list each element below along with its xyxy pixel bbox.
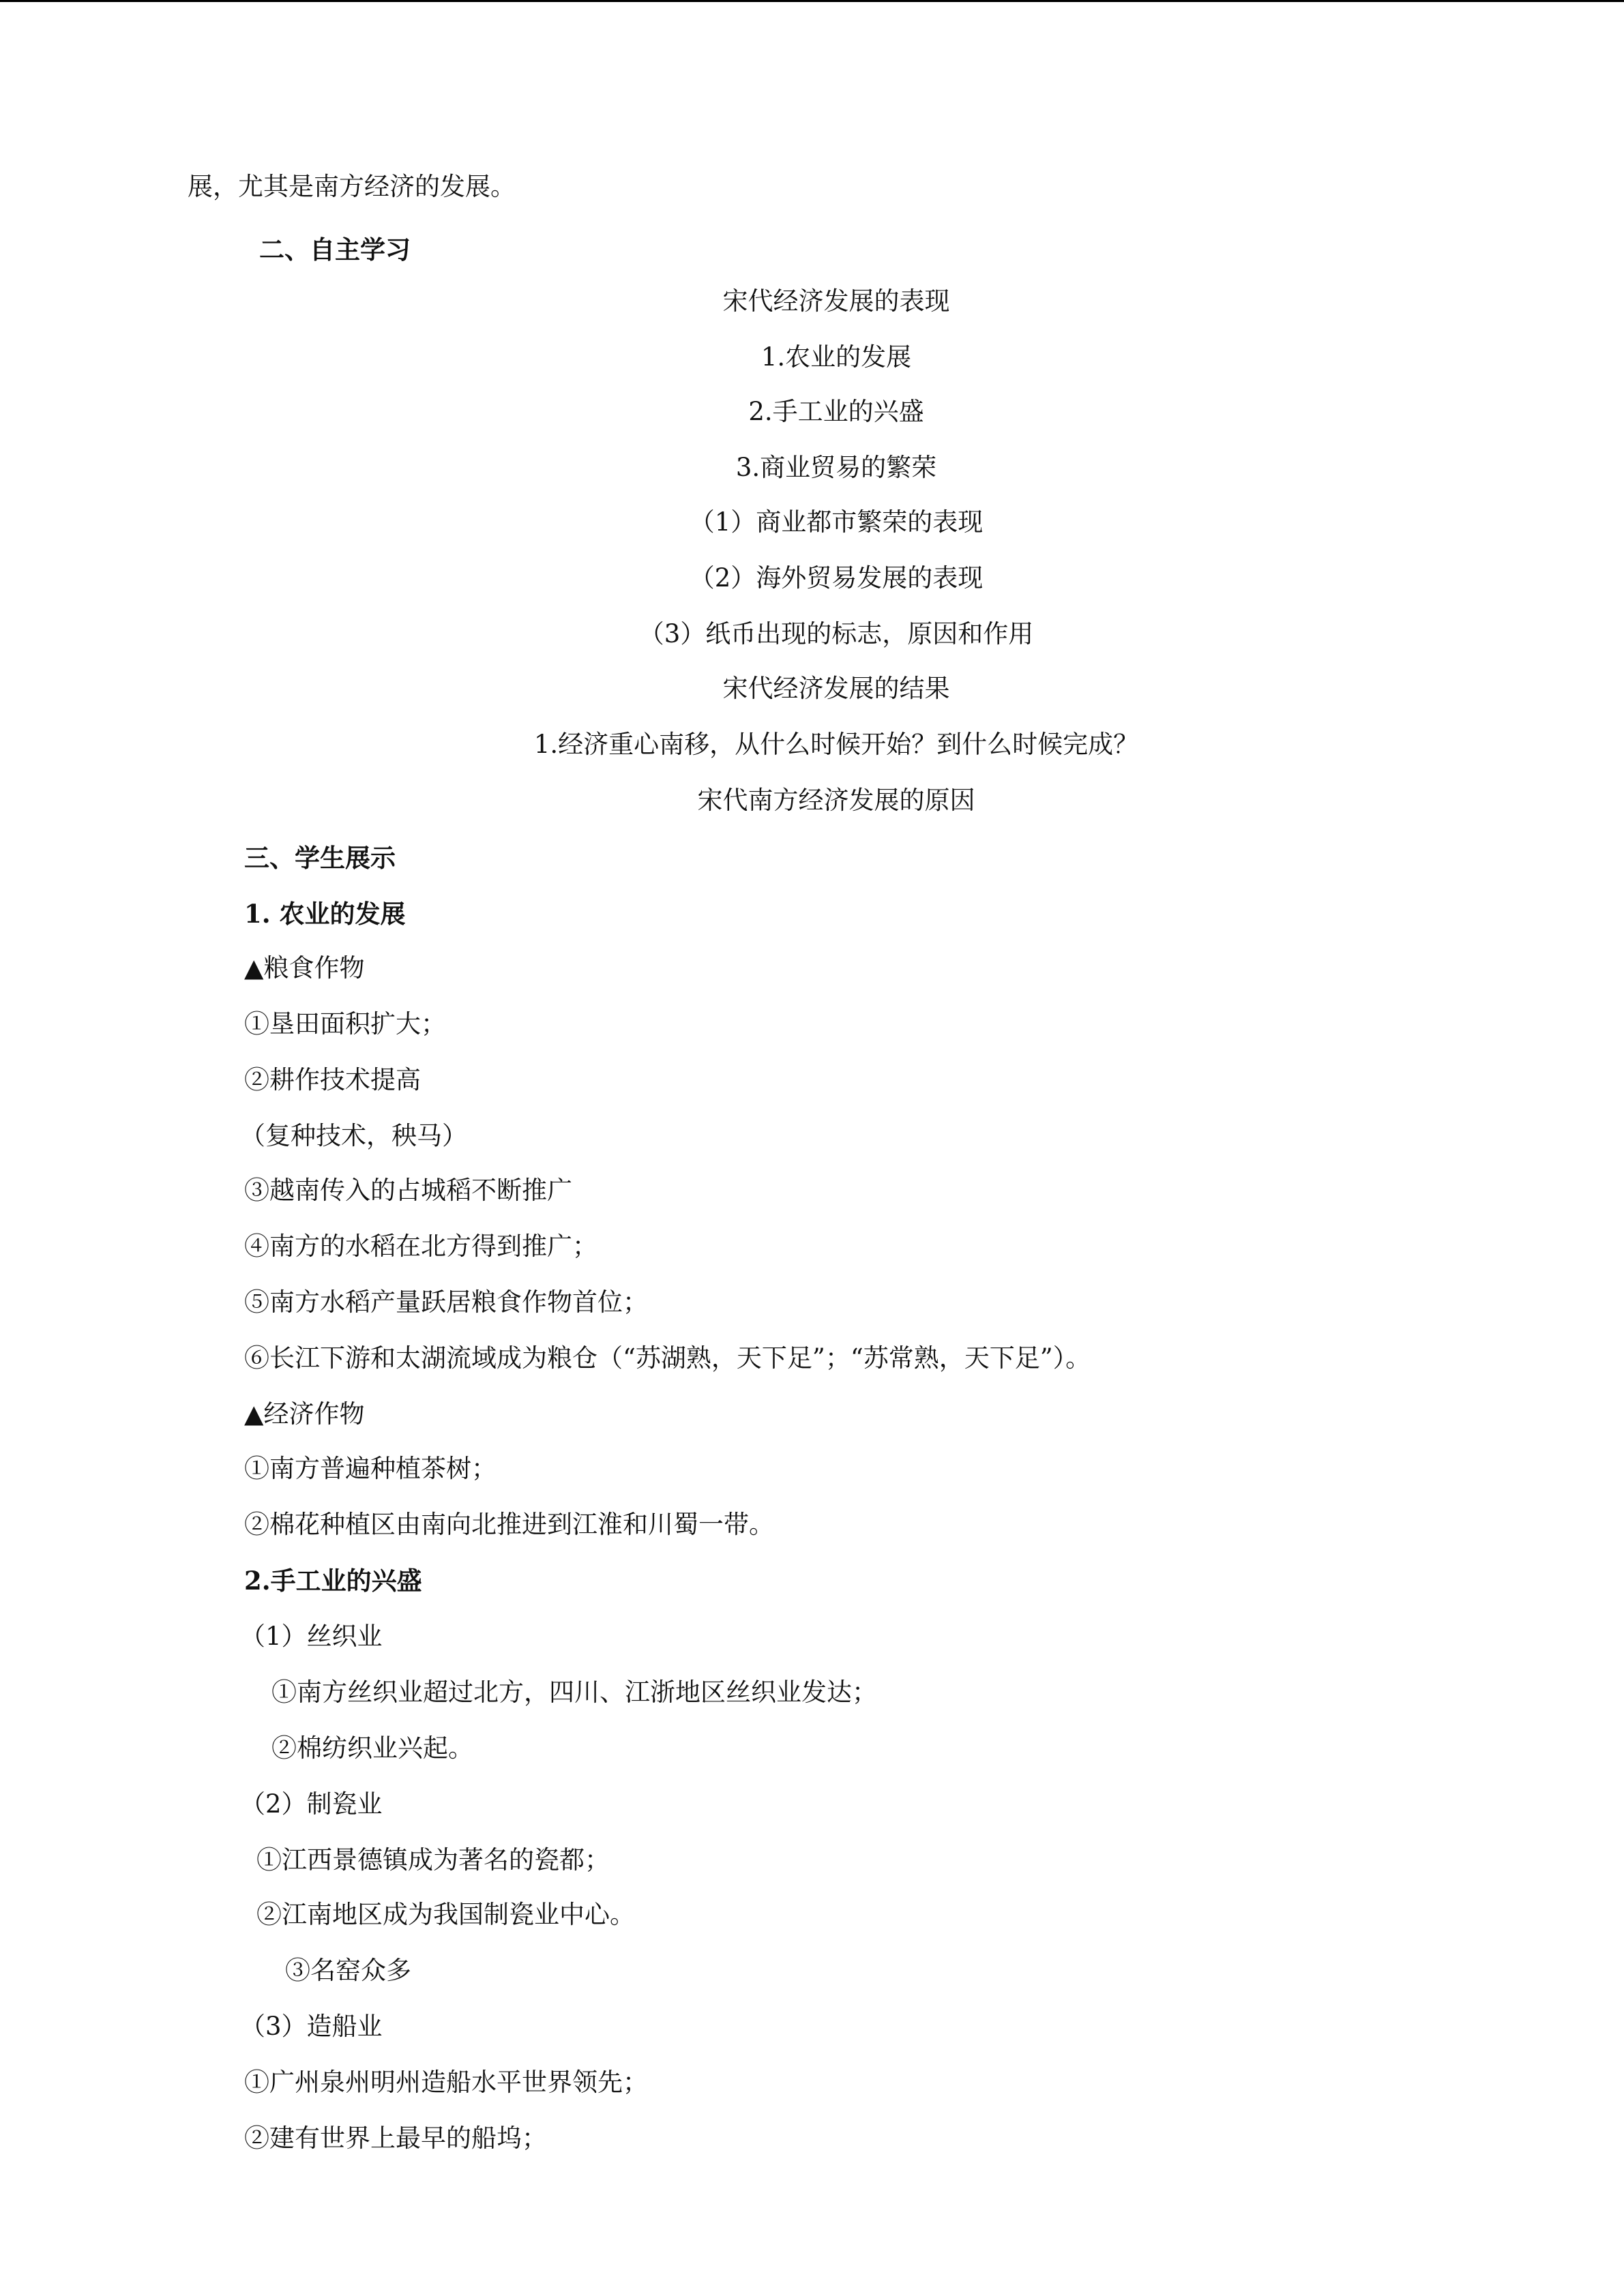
list-item: ④南方的水稻在北方得到推广；: [244, 1232, 597, 1261]
list-item: （3）造船业: [240, 2012, 383, 2041]
outline-item: （3）纸币出现的标志，原因和作用: [638, 619, 1034, 648]
section-heading-self-study: 二、自主学习: [259, 235, 411, 265]
list-item: ①江西景德镇成为著名的瓷都；: [256, 1845, 610, 1875]
outline-heading: 宋代经济发展的表现: [722, 286, 950, 316]
outline-item: 2.手工业的兴盛: [748, 397, 924, 426]
list-item: ②棉纺织业兴起。: [271, 1733, 473, 1763]
outline-item: 1.经济重心南移，从什么时候开始？到什么时候完成？: [533, 730, 1139, 759]
page-top-border: [0, 0, 1624, 2]
list-item: ⑤南方水稻产量跃居粮食作物首位；: [244, 1287, 648, 1317]
outline-item: （2）海外贸易发展的表现: [689, 563, 984, 593]
outline-item: 1.农业的发展: [761, 342, 912, 372]
list-item: ①南方丝织业超过北方，四川、江浙地区丝织业发达；: [271, 1678, 877, 1707]
list-item: ⑥长江下游和太湖流域成为粮仓（“苏湖熟，天下足”；“苏常熟，天下足”）。: [244, 1343, 1091, 1373]
list-item: ▲粮食作物: [244, 953, 365, 983]
list-item: ②耕作技术提高: [244, 1065, 421, 1094]
list-item: ③越南传入的占城稻不断推广: [244, 1176, 572, 1205]
list-item: ②江南地区成为我国制瓷业中心。: [256, 1900, 635, 1929]
paragraph-continuation: 展，尤其是南方经济的发展。: [188, 172, 516, 201]
list-item: ①广州泉州明州造船水平世界领先；: [244, 2068, 648, 2097]
list-item: （1）丝织业: [240, 1622, 383, 1651]
outline-heading: 宋代经济发展的结果: [722, 674, 950, 703]
outline-item: 3.商业贸易的繁荣: [735, 453, 937, 482]
list-item: ③名窑众多: [285, 1956, 411, 1985]
section-heading-student-show: 三、学生展示: [244, 843, 396, 873]
subheading-handicraft: 2.手工业的兴盛: [244, 1566, 422, 1596]
outline-heading: 宋代南方经济发展的原因: [697, 786, 975, 815]
outline-item: （1）商业都市繁荣的表现: [689, 507, 984, 537]
list-item: ①南方普遍种植茶树；: [244, 1454, 497, 1483]
list-item: （2）制瓷业: [240, 1789, 383, 1819]
list-item: ②棉花种植区由南向北推进到江淮和川蜀一带。: [244, 1510, 774, 1539]
subheading-agriculture: 1. 农业的发展: [244, 899, 406, 929]
list-item: ①垦田面积扩大；: [244, 1009, 446, 1039]
list-item: ②建有世界上最早的船坞；: [244, 2123, 547, 2153]
list-item: ▲经济作物: [244, 1399, 365, 1429]
list-item: （复种技术，秧马）: [240, 1121, 467, 1150]
